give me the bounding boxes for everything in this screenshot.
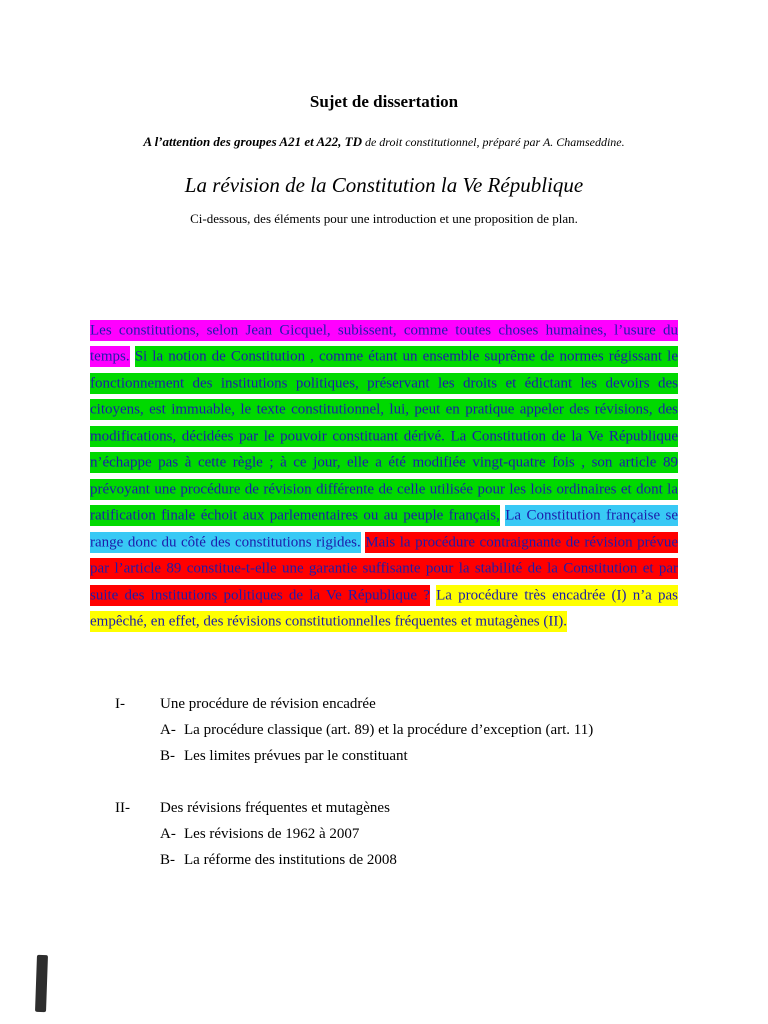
- outline-item-2a: [160, 821, 768, 847]
- outline-item-1a-label: A-: [160, 722, 176, 738]
- highlight-yellow-segment: La procédure très encadrée (I) n’a pas empêché, en effet, des révisions constitutionnelles fréquentes et mutagènes (II).: [90, 585, 678, 633]
- introduction-paragraph: [90, 317, 678, 635]
- highlight-red-segment: Mais la procédure contraignante de révision prévue par l’article 89 constitue-t-elle une garantie suffisante pour la stabilité de la Constitution et par suite des institutions politiques de la Ve République ?: [90, 532, 678, 606]
- outline-section-1: [115, 691, 768, 769]
- highlight-green-segment: Si la notion de Constitution , comme étant un ensemble suprême de normes régissant le fonctionnement des institutions politiques, préservant les droits et édictant les devoirs des citoyens, est immuable, le texte constitutionnel, lui, peut en pratique appeler des révisions, des modifications, décidées par le pouvoir constituant dérivé. La Constitution de la Ve République n’échappe pas à cette règle ; à ce jour, elle a été modifiée vingt-quatre fois , son article 89 prévoyant une procédure de révision différente de celle utilisée pour les lois ordinaires et dont la ratification finale échoit aux parlementaires ou au peuple français,: [90, 346, 678, 526]
- outline-item-2a-text: Les révisions de 1962 à 2007: [184, 826, 360, 842]
- outline-section-1-title: [115, 691, 768, 717]
- outline-item-2b-text: La réforme des institutions de 2008: [184, 852, 397, 868]
- highlight-magenta-segment: Les constitutions, selon Jean Gicquel, subissent, comme toutes choses humaines, l’usure du temps.: [90, 320, 678, 368]
- plan-outline: [115, 691, 768, 873]
- audience-note-groups: A l’attention des groupes A21 et A22, TD: [143, 134, 362, 149]
- outline-section-1-heading: Une procédure de révision encadrée: [160, 696, 376, 712]
- outline-section-2-heading: Des révisions fréquentes et mutagènes: [160, 800, 390, 816]
- outline-section-2-title: [115, 795, 768, 821]
- document-title: La révision de la Constitution la Ve République: [184, 173, 584, 197]
- outline-item-2b-label: B-: [160, 852, 175, 868]
- outline-section-2: [115, 795, 768, 873]
- highlight-cyan-segment: La Constitution française se range donc du côté des constitutions rigides.: [90, 505, 678, 553]
- document-subtitle: Ci-dessous, des éléments pour une introduction et une proposition de plan.: [190, 211, 578, 226]
- outline-item-2a-label: A-: [160, 826, 176, 842]
- audience-note: [0, 133, 768, 151]
- outline-item-1a: [160, 717, 768, 743]
- page-heading: Sujet de dissertation: [309, 92, 459, 111]
- outline-item-1b: [160, 743, 768, 769]
- scan-artifact: [35, 955, 48, 1012]
- outline-item-1a-text: La procédure classique (art. 89) et la procédure d’exception (art. 11): [184, 722, 594, 738]
- outline-item-2b: [160, 847, 768, 873]
- outline-item-1b-text: Les limites prévues par le constituant: [184, 748, 408, 764]
- outline-section-1-numeral: I-: [115, 696, 125, 712]
- outline-section-2-numeral: II-: [115, 800, 130, 816]
- outline-item-1b-label: B-: [160, 748, 175, 764]
- audience-note-course: de droit constitutionnel, préparé par A. Chamseddine.: [361, 135, 625, 149]
